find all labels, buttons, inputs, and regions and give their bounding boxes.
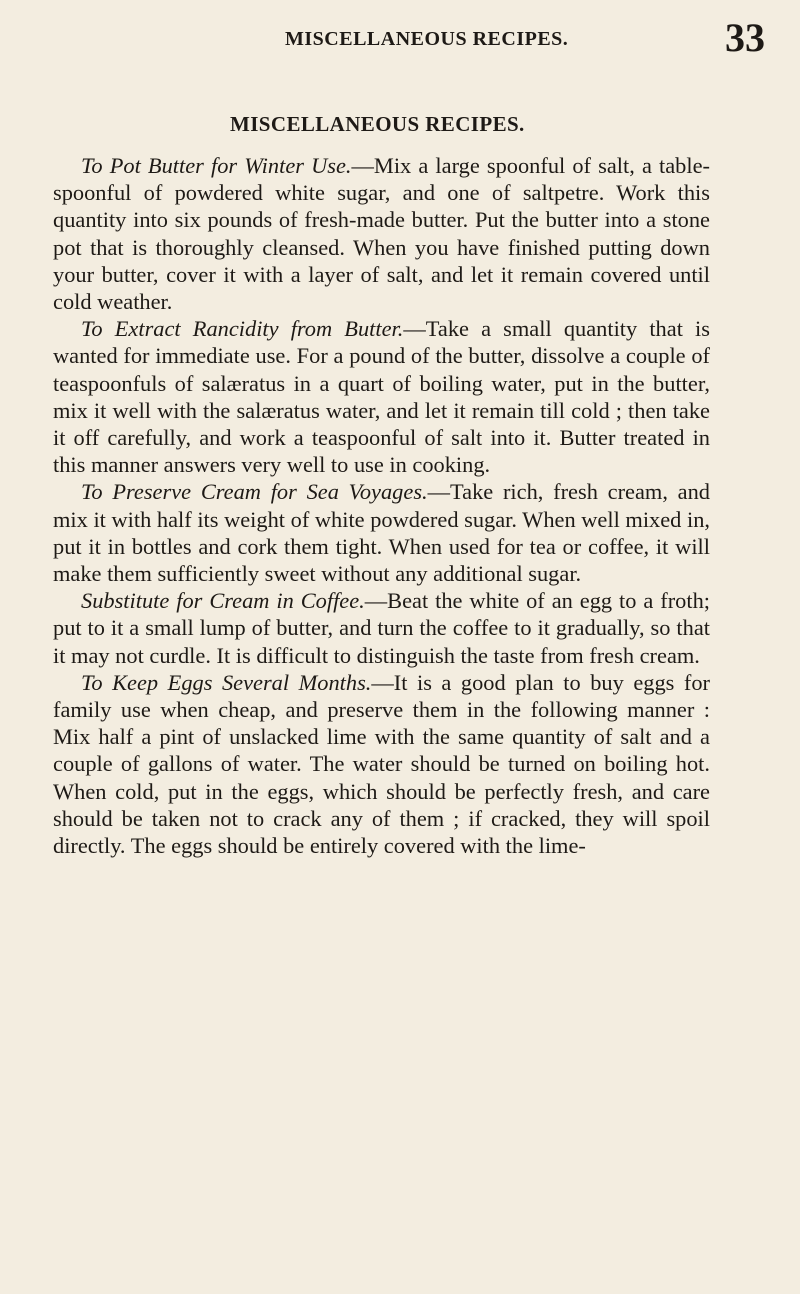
recipe-title: To Extract Rancidity from Butter.	[81, 316, 404, 342]
recipe-text: —It is a good plan to buy eggs for family use when cheap, and preserve them in the following manner : Mix half a pint of unslacked lime with the same quantity of salt and a couple of gallons of water. The water should be turned on boiling hot. When cold, put in the eggs, which should be perfectly fresh, and care should be taken not to crack any of them ; if cracked, they will spoil directly. The eggs should be entirely covered with the lime-	[53, 669, 710, 859]
recipe-text: —Take rich, fresh cream, and mix it with half its weight of white powdered sugar. When well mixed in, put it in bottles and cork them tight. When used for tea or coffee, it will make them sufficiently sweet without any additional sugar.	[53, 479, 710, 587]
recipe-text: —Beat the white of an egg to a froth; put to it a small lump of butter, and turn the coffee to it gradually, so that it may not curdle. It is difficult to distinguish the taste from fresh cream.	[53, 588, 711, 668]
page-number: 33	[725, 15, 765, 60]
recipe-title: To Preserve Cream for Sea Voyages.	[81, 479, 428, 505]
recipe-title: To Pot Butter for Winter Use.	[81, 153, 352, 178]
recipe-cream-substitute	[53, 587, 710, 669]
running-head: MISCELLANEOUS RECIPES.	[285, 28, 569, 50]
recipe-extract-rancidity	[53, 315, 710, 478]
recipe-preserve-cream	[53, 478, 710, 587]
recipe-text: —Mix a large spoonful of salt, a table-spoonful of powdered white sugar, and one of saltpetre. Work this quantity into six pounds of fresh-made butter. Put the butter into a stone pot that is thoroughly cleansed. When you have finished putting down your butter, cover it with a layer of salt, and let it remain covered until cold weather.	[53, 153, 710, 315]
recipe-title: To Keep Eggs Several Months.	[81, 669, 372, 695]
recipe-list	[53, 152, 710, 859]
section-title: MISCELLANEOUS RECIPES.	[230, 112, 525, 136]
recipe-pot-butter	[53, 152, 710, 315]
recipe-keep-eggs	[53, 669, 710, 859]
recipe-text: —Take a small quantity that is wanted for immediate use. For a pound of the butter, dissolve a couple of teaspoonfuls of salæratus in a quart of boiling water, put in the butter, mix it well with the salæratus water, and let it remain till cold ; then take it off carefully, and work a teaspoonful of salt into it. Butter treated in this manner answers very well to use in cooking.	[53, 316, 710, 478]
recipe-title: Substitute for Cream in Coffee.	[81, 588, 365, 614]
